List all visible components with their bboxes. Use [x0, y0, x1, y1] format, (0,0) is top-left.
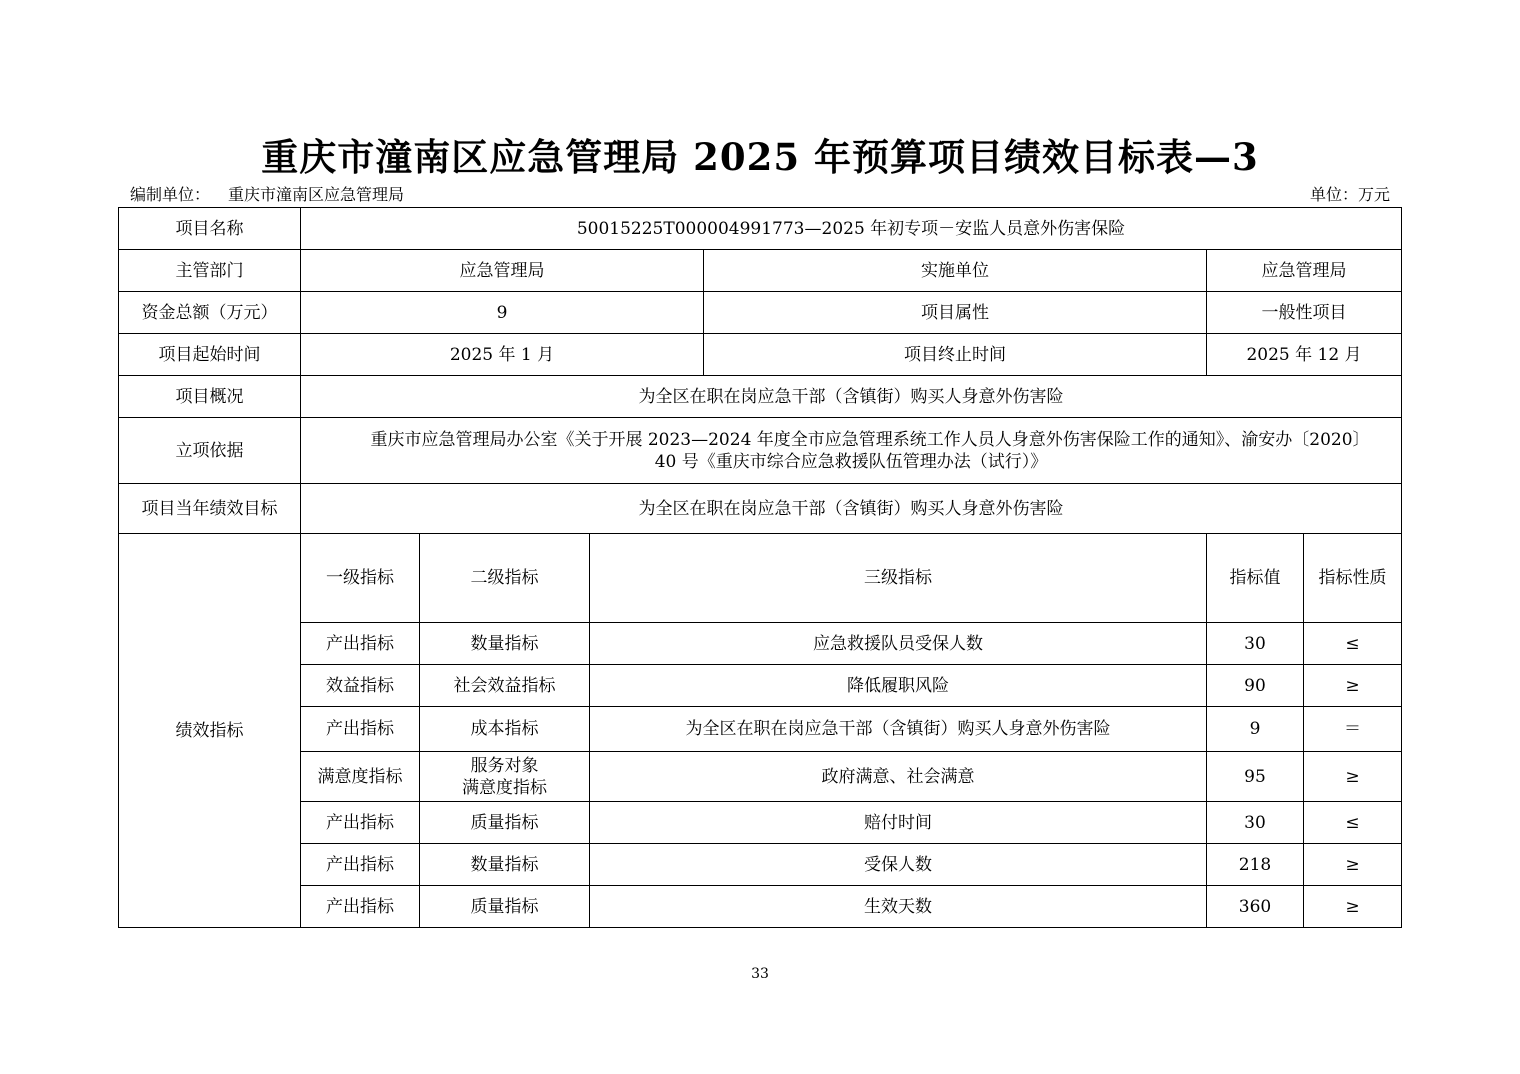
row-level3: 受保人数: [590, 844, 1207, 886]
unit-value: 万元: [1357, 185, 1390, 204]
unit-info: [1310, 184, 1390, 206]
table-header-row: [119, 534, 1402, 623]
row-level2: 数量指标: [420, 844, 590, 886]
impl-value: 应急管理局: [1207, 250, 1402, 292]
compiler-info: [130, 184, 404, 206]
header-level3: 三级指标: [590, 534, 1207, 623]
goal-label: 项目当年绩效目标: [119, 484, 301, 534]
unit-label: 单位：: [1309, 185, 1358, 204]
start-value: 2025 年 1 月: [301, 334, 704, 376]
row-nature: ≥: [1304, 844, 1402, 886]
attr-label: 项目属性: [704, 292, 1207, 334]
table-row: [119, 334, 1402, 376]
row-level2: 质量指标: [420, 802, 590, 844]
row-value: 30: [1207, 802, 1304, 844]
overview-value: 为全区在职在岗应急干部（含镇街）购买人身意外伤害险: [301, 376, 1402, 418]
row-level2: 成本指标: [420, 707, 590, 752]
row-level1: 满意度指标: [301, 752, 420, 802]
row-level2: 质量指标: [420, 886, 590, 928]
row-level1: 效益指标: [301, 665, 420, 707]
table-row: [119, 802, 1402, 844]
row-level2: 社会效益指标: [420, 665, 590, 707]
row-level1: 产出指标: [301, 623, 420, 665]
row-level3: 应急救援队员受保人数: [590, 623, 1207, 665]
row-value: 30: [1207, 623, 1304, 665]
header-level2: 二级指标: [420, 534, 590, 623]
table-row: [119, 844, 1402, 886]
row-nature: ≥: [1304, 752, 1402, 802]
row-nature: ＝: [1304, 707, 1402, 752]
row-nature: ≥: [1304, 665, 1402, 707]
row-level2: 数量指标: [420, 623, 590, 665]
page-number: 33: [751, 966, 769, 982]
row-value: 95: [1207, 752, 1304, 802]
fund-value: 9: [301, 292, 704, 334]
row-level1: 产出指标: [301, 802, 420, 844]
row-level3: 降低履职风险: [590, 665, 1207, 707]
row-value: 9: [1207, 707, 1304, 752]
start-label: 项目起始时间: [119, 334, 301, 376]
table-row: [119, 418, 1402, 484]
row-nature: ≥: [1304, 886, 1402, 928]
table-row: [119, 208, 1402, 250]
compiler-value: 重庆市潼南区应急管理局: [228, 185, 405, 204]
table-row: [119, 623, 1402, 665]
impl-label: 实施单位: [704, 250, 1207, 292]
basis-label: 立项依据: [119, 418, 301, 484]
header-nature: 指标性质: [1304, 534, 1402, 623]
perf-label: 绩效指标: [119, 534, 301, 928]
page-title: 重庆市潼南区应急管理局 2025 年预算项目绩效目标表—3: [261, 135, 1259, 179]
table-row: [119, 376, 1402, 418]
table-row: [119, 250, 1402, 292]
attr-value: 一般性项目: [1207, 292, 1402, 334]
table-row: [119, 665, 1402, 707]
row-nature: ≤: [1304, 802, 1402, 844]
row-level1: 产出指标: [301, 886, 420, 928]
basis-value: [301, 418, 1402, 484]
end-label: 项目终止时间: [704, 334, 1207, 376]
table-row: [119, 292, 1402, 334]
table-row: [119, 707, 1402, 752]
compiler-label: 编制单位：: [130, 185, 211, 204]
row-level3: 政府满意、社会满意: [590, 752, 1207, 802]
table-row: [119, 886, 1402, 928]
header-value: 指标值: [1207, 534, 1304, 623]
goal-value: 为全区在职在岗应急干部（含镇街）购买人身意外伤害险: [301, 484, 1402, 534]
table-row: [119, 484, 1402, 534]
row-level2-line1: 服务对象: [470, 755, 539, 776]
dept-value: 应急管理局: [301, 250, 704, 292]
table-row: [119, 752, 1402, 802]
end-value: 2025 年 12 月: [1207, 334, 1402, 376]
overview-label: 项目概况: [119, 376, 301, 418]
row-level3: 赔付时间: [590, 802, 1207, 844]
row-level2: [420, 752, 590, 802]
row-level3: 为全区在职在岗应急干部（含镇街）购买人身意外伤害险: [590, 707, 1207, 752]
dept-label: 主管部门: [119, 250, 301, 292]
row-level2-line2: 满意度指标: [462, 777, 547, 798]
row-value: 218: [1207, 844, 1304, 886]
row-value: 90: [1207, 665, 1304, 707]
row-level3: 生效天数: [590, 886, 1207, 928]
fund-label: 资金总额（万元）: [119, 292, 301, 334]
performance-table: [118, 207, 1402, 928]
row-nature: ≤: [1304, 623, 1402, 665]
basis-line-1: 重庆市应急管理局办公室《关于开展 2023—2024 年度全市应急管理系统工作人员人身意外伤害保险工作的通知》、渝安办〔2020〕: [370, 429, 1370, 450]
basis-line-2: 40 号《重庆市综合应急救援队伍管理办法（试行）》: [654, 451, 1048, 472]
project-name-value: 50015225T000004991773—2025 年初专项－安监人员意外伤害保险: [301, 208, 1402, 250]
row-value: 360: [1207, 886, 1304, 928]
row-level1: 产出指标: [301, 844, 420, 886]
row-level1: 产出指标: [301, 707, 420, 752]
header-level1: 一级指标: [301, 534, 420, 623]
project-name-label: 项目名称: [119, 208, 301, 250]
